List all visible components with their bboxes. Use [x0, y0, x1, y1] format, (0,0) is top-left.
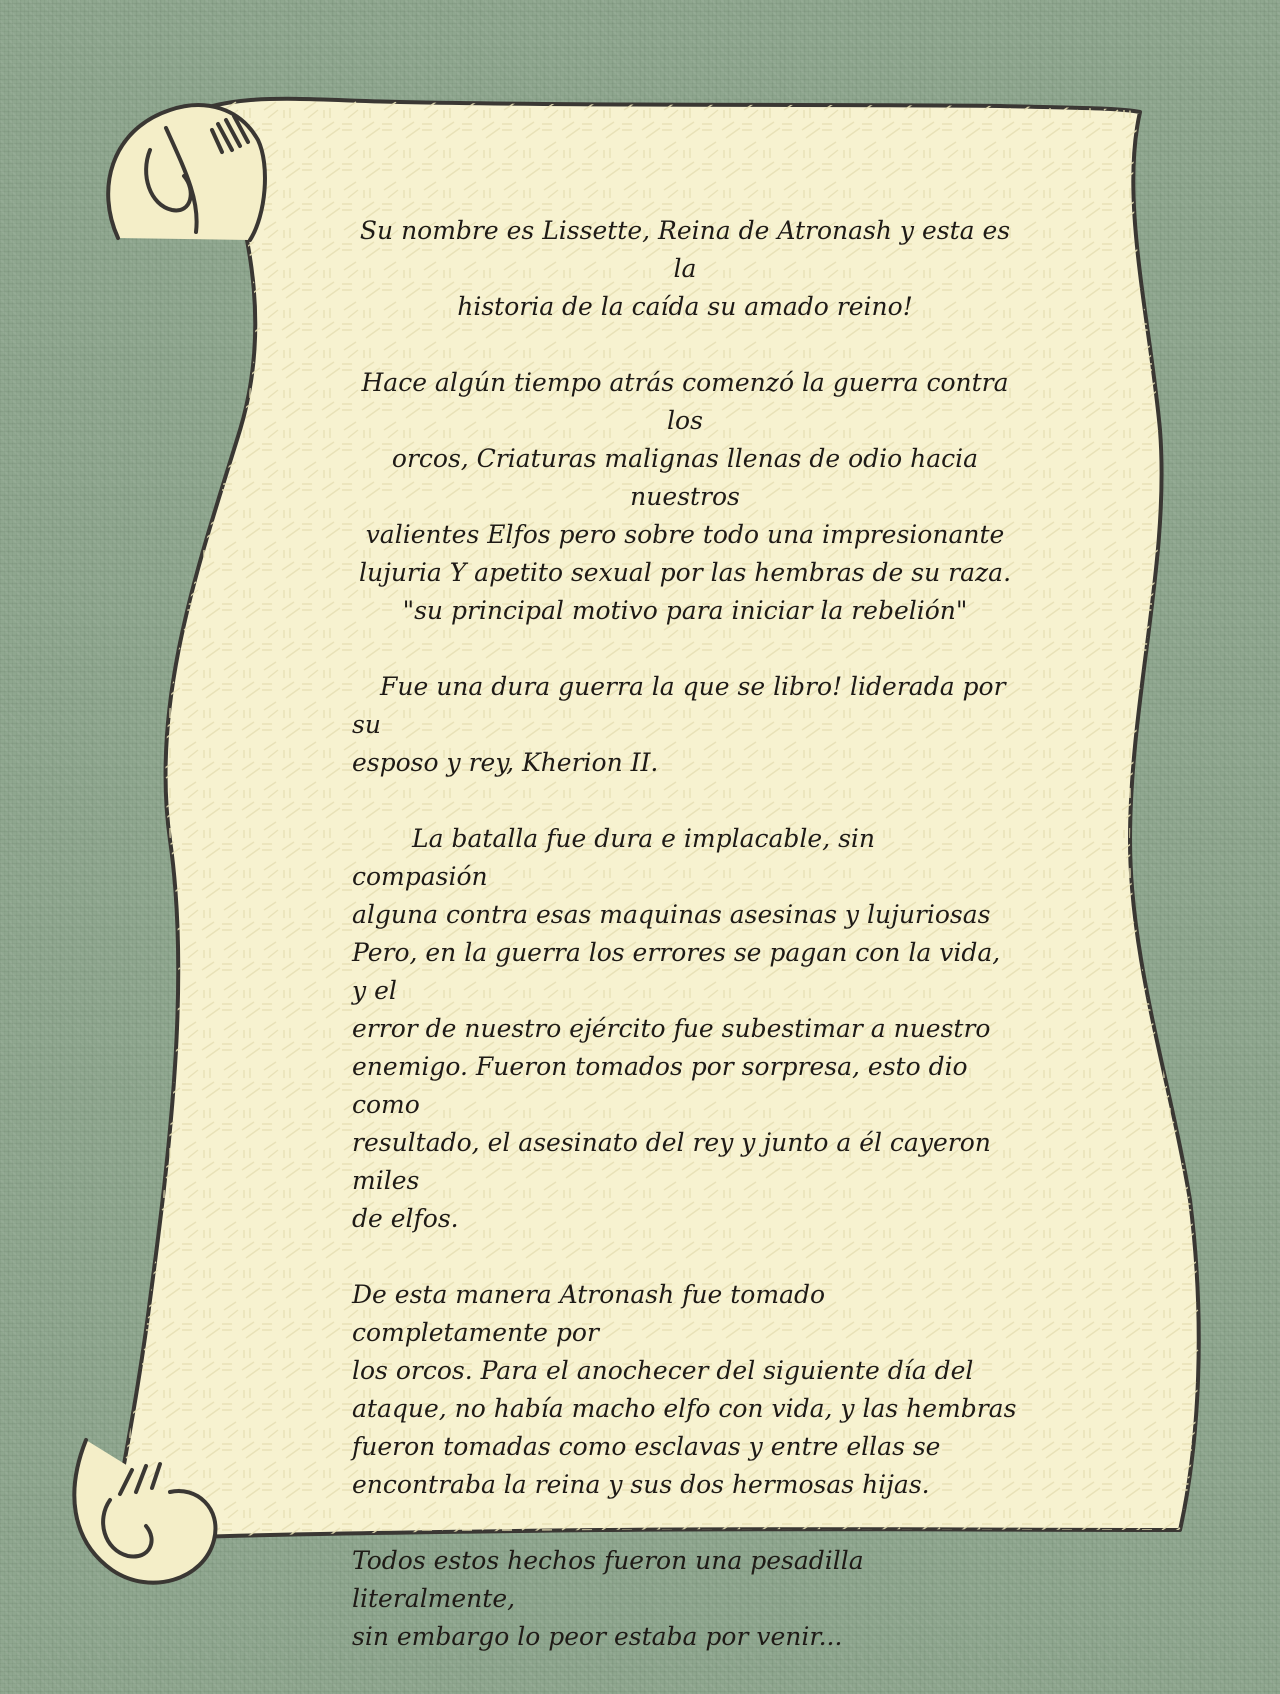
story-text — [352, 212, 1018, 1694]
paragraph-battle: La batalla fue dura e implacable, sin compasión alguna contra esas maquinas asesinas y lujuriosas Pero, en la guerra los errores se pagan con la vida, y el error de nuestro ejército fue subestimar a nuestro enemigo. Fueron tomados por sorpresa, esto dio como resultado, el asesinato del rey y junto a él cayeron miles de elfos. — [352, 824, 1001, 1233]
paragraph-ending: Todos estos hechos fueron una pesadilla literalmente, sin embargo lo peor estaba por venir... — [352, 1546, 864, 1651]
paragraph-intro: Su nombre es Lissette, Reina de Atronash y esta es la historia de la caída su amado reino! — [359, 216, 1011, 321]
top-scroll-curl — [108, 105, 265, 240]
paragraph-war-begins: Hace algún tiempo atrás comenzó la guerra contra los orcos, Criaturas malignas llenas de odio hacia nuestros valientes Elfos pero sobre todo una impresionante lujuria Y apetito sexual por las hembras de su raza. "su principal motivo para iniciar la rebelión" — [358, 368, 1012, 625]
paragraph-king: Fue una dura guerra la que se libro! liderada por su esposo y rey, Kherion II. — [352, 672, 1006, 777]
paragraph-conquest: De esta manera Atronash fue tomado completamente por los orcos. Para el anochecer del siguiente día del ataque, no había macho elfo con vida, y las hembras fueron tomadas como esclavas y entre ellas se encontraba la reina y sus dos hermosas hijas. — [352, 1280, 1017, 1499]
